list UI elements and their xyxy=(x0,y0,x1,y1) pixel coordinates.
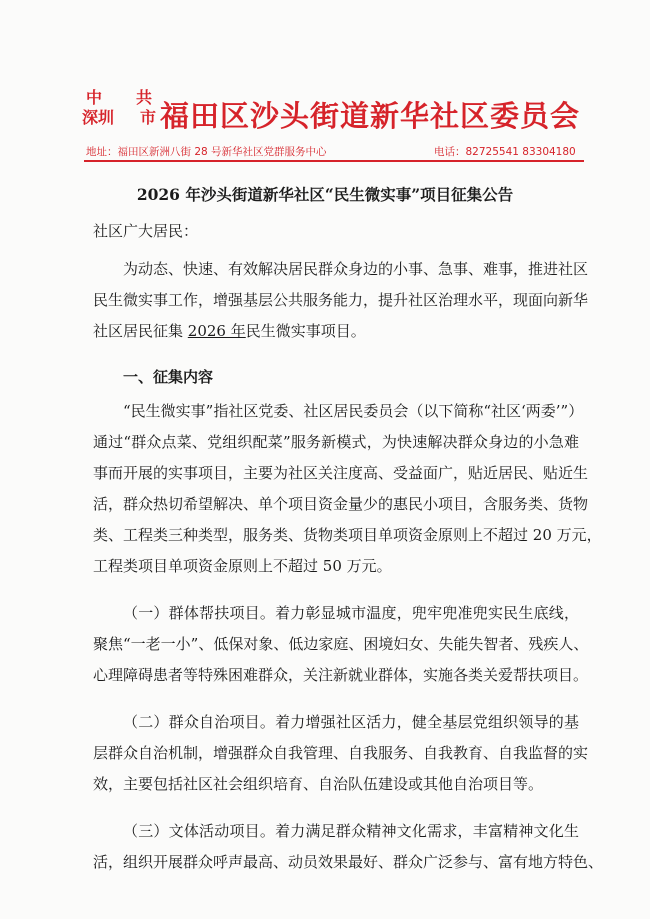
text-line: 民生微实事工作，增强基层公共服务能力，提升社区治理水平，现面向新华 xyxy=(93,291,589,309)
intro-paragraph xyxy=(93,254,589,347)
letterhead xyxy=(0,0,650,168)
org-small-char: 中 xyxy=(86,88,103,107)
text-line: （一）群体帮扶项目。着力彰显城市温度，兜牢兜准兜实民生底线， xyxy=(123,604,579,622)
phone: 电话：82725541 83304180 xyxy=(434,146,576,158)
text-line: 心理障碍患者等特殊困难群众，关注新就业群体，实施各类关爱帮扶项目。 xyxy=(93,666,589,684)
address: 地址：福田区新洲八街 28 号新华社区党群服务中心 xyxy=(86,146,327,158)
text-fragment: 社区居民征集 xyxy=(93,322,184,340)
text-line: “民生微实事”指社区党委、社区居民委员会（以下简称“社区‘两委’”） xyxy=(123,402,584,420)
section-heading: 一、征集内容 xyxy=(123,368,214,386)
underlined-year: 2026 年 xyxy=(187,322,246,340)
text-line: 层群众自治机制，增强群众自我管理、自我服务、自我教育、自我监督的实 xyxy=(93,744,589,762)
org-name: 福田区沙头街道新华社区委员会 xyxy=(160,99,581,133)
text-line: 聚焦“一老一小”、低保对象、低边家庭、困境妇女、失能失智者、残疾人、 xyxy=(93,635,589,653)
document-title: 2026 年沙头街道新华社区“民生微实事”项目征集公告 xyxy=(136,185,514,204)
org-small-char: 共 xyxy=(135,88,152,107)
text-fragment: 民生微实事项目。 xyxy=(245,322,366,340)
section1-paragraph xyxy=(93,396,602,582)
item2-paragraph xyxy=(93,707,589,800)
text-line: 活，群众热切希望解决、单个项目资金量少的惠民小项目，含服务类、货物 xyxy=(93,495,589,513)
org-small-char: 深圳 xyxy=(82,108,115,127)
item3-paragraph xyxy=(93,816,604,878)
text-line: 通过“群众点菜、党组织配菜”服务新模式，为快速解决群众身边的小急难 xyxy=(93,433,579,451)
salutation: 社区广大居民： xyxy=(93,222,199,240)
text-line: 工程类项目单项资金原则上不超过 50 万元。 xyxy=(93,557,392,575)
text-line: 活，组织开展群众呼声最高、动员效果最好、群众广泛参与、富有地方特色、 xyxy=(93,853,604,871)
text-line: （二）群众自治项目。着力增强社区活力，健全基层党组织领导的基 xyxy=(123,713,579,731)
text-line: 为动态、快速、有效解决居民群众身边的小事、急事、难事，推进社区 xyxy=(123,260,589,278)
org-small-name xyxy=(82,88,156,128)
org-small-char: 市 xyxy=(139,108,156,127)
text-line: 事而开展的实事项目，主要为社区关注度高、受益面广，贴近居民、贴近生 xyxy=(93,464,589,482)
item1-paragraph xyxy=(93,598,589,691)
text-line xyxy=(93,316,579,347)
text-line: 类、工程类三种类型，服务类、货物类项目单项资金原则上不超过 20 万元， xyxy=(93,526,602,544)
text-line: 效，主要包括社区社会组织培育、自治队伍建设或其他自治项目等。 xyxy=(93,775,544,793)
red-divider xyxy=(84,160,584,162)
text-line: （三）文体活动项目。着力满足群众精神文化需求，丰富精神文化生 xyxy=(123,822,579,840)
